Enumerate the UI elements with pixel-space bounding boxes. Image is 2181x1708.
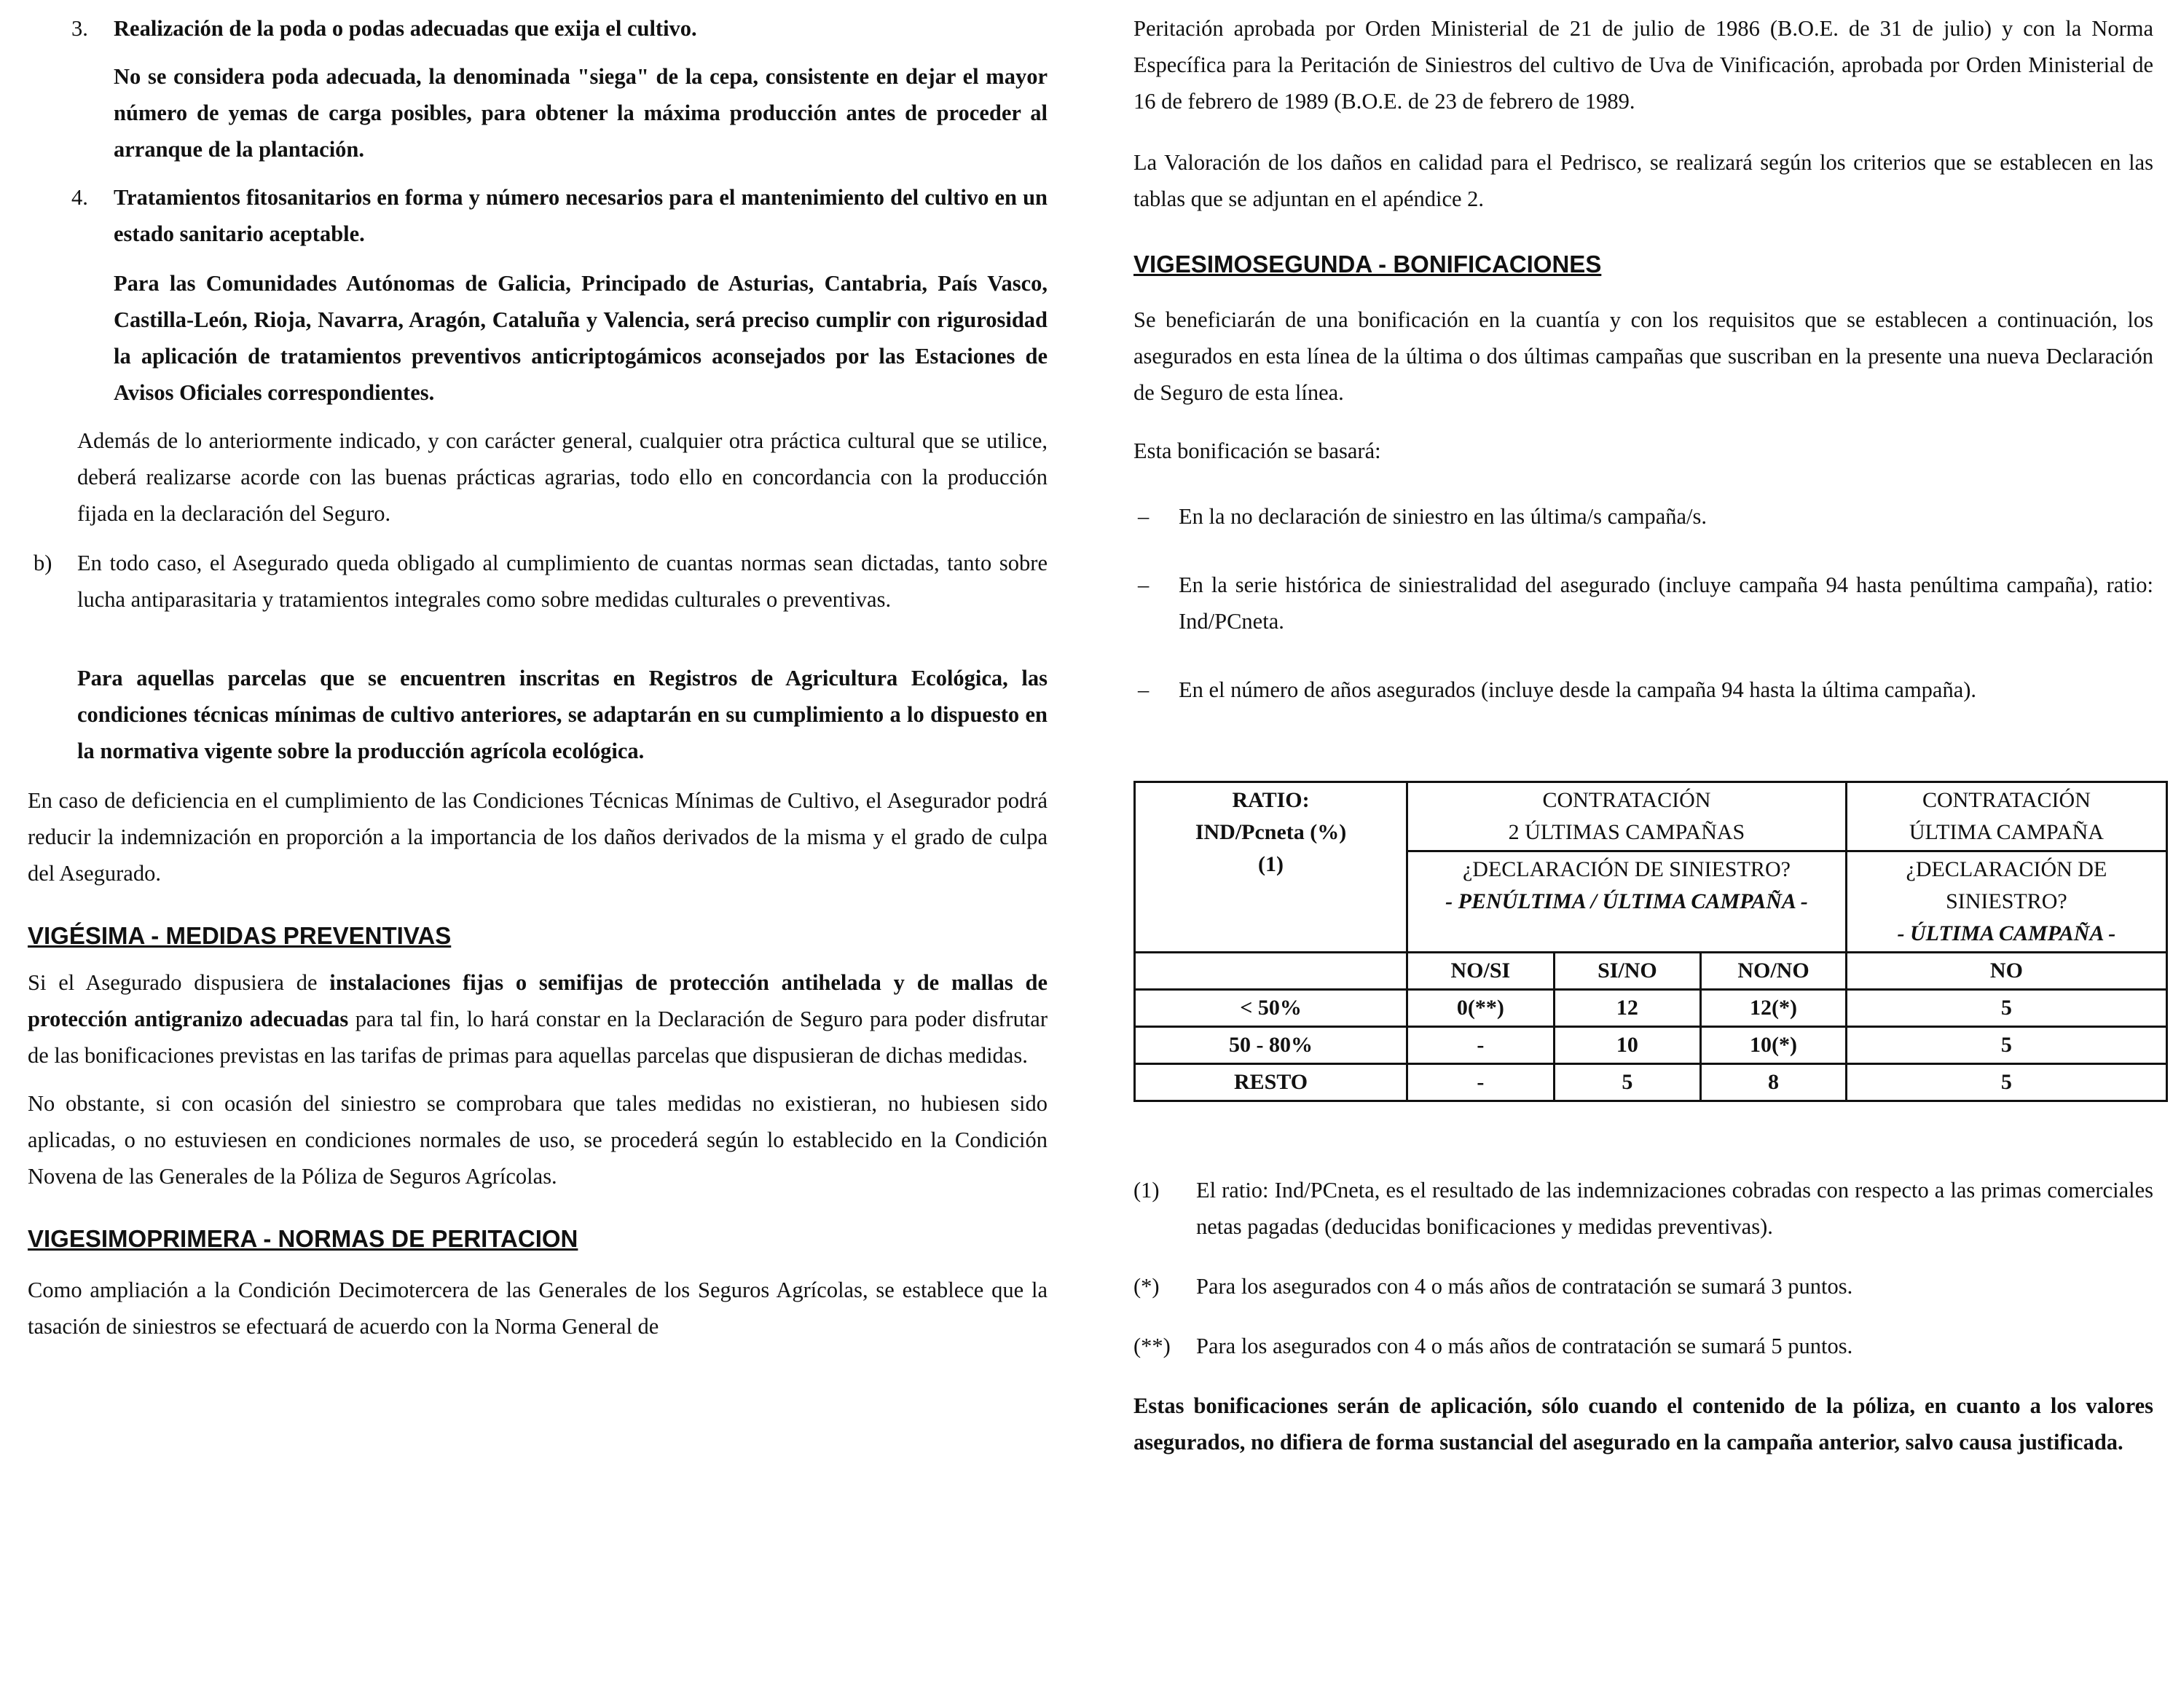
dash-item	[1133, 672, 2153, 708]
declaration-header-last: ¿DECLARACIÓN DE SINIESTRO? - ÚLTIMA CAMPAÑA -	[1846, 851, 2166, 953]
bonification-table	[1133, 781, 2168, 1102]
measures-absence-paragraph: No obstante, si con ocasión del siniestro se comprobara que tales medidas no existieran, no hubiesen sido aplicadas, o no estuviesen en condiciones normales de uso, se procederá según lo establecido en la Condición Novena de las Generales de la Póliza de Seguros Agrícolas.	[28, 1091, 1048, 1189]
list-item-b	[28, 545, 1048, 618]
two-campaigns-header: CONTRATACIÓN 2 ÚLTIMAS CAMPAÑAS	[1407, 782, 1847, 851]
footnote-marker: (1)	[1133, 1178, 1160, 1203]
footnote-marker: (**)	[1133, 1334, 1171, 1358]
bonification-intro-paragraph: Se beneficiarán de una bonificación en la cuantía y con los requisitos que se establecen a continuación, los asegurados en esta línea de la última o dos últimas campañas que suscriban en la presente una nueva Declaración de Seguro de esta línea.	[1133, 307, 2153, 405]
last-campaign-header: CONTRATACIÓN ÚLTIMA CAMPAÑA	[1846, 782, 2166, 851]
closing-paragraph: Estas bonificaciones serán de aplicación, sólo cuando el contenido de la póliza, en cuanto a los valores asegurados, no difiera de forma sustancial del asegurado en la campaña anterior, salvo causa justificada.	[1133, 1393, 2153, 1455]
general-practices-paragraph: Además de lo anteriormente indicado, y con carácter general, cualquier otra práctica cultural que se utilice, deberá realizarse acorde con las buenas prácticas agrarias, todo ello en concordancia con la producción fijada en la declaración del Seguro.	[77, 428, 1048, 526]
list-item-text: Tratamientos fitosanitarios en forma y número necesarios para el mantenimiento del cultivo en un estado sanitario aceptable.	[114, 185, 1048, 246]
dash-marker: –	[1138, 504, 1150, 529]
footnote-text: Para los asegurados con 4 o más años de contratación se sumará 5 puntos.	[1196, 1334, 1853, 1358]
section-heading-vigesimosegunda: VIGESIMOSEGUNDA - BONIFICACIONES	[1133, 251, 1602, 278]
table-row: 50 - 80% - 10 10(*) 5	[1135, 1027, 2167, 1064]
ecological-paragraph: Para aquellas parcelas que se encuentren inscritas en Registros de Agricultura Ecológica, las condiciones técnicas mínimas de cultivo anteriores, se adaptarán en su cumplimiento a lo dispuesto en la normativa vigente sobre la producción agrícola ecológica.	[77, 666, 1048, 763]
dash-item	[1133, 498, 2153, 535]
peritacion-paragraph: Como ampliación a la Condición Decimotercera de las Generales de los Seguros Agrícolas, se establece que la tasación de siniestros se efectuará de acuerdo con la Norma General de	[28, 1278, 1048, 1339]
table-subheader-row: NO/SI SI/NO NO/NO NO	[1135, 953, 2167, 990]
list-item-3	[28, 10, 1048, 47]
footnote-marker: (*)	[1133, 1274, 1160, 1299]
table-row: RESTO - 5 8 5	[1135, 1064, 2167, 1101]
preventive-measures-paragraph: Si el Asegurado dispusiera de instalaciones fijas o semifijas de protección antihelada y de mallas de protección antigranizo adecuadas para tal fin, lo hará constar en la Declaración de Seguro para poder disfrutar de las bonificaciones previstas en las tarifas de primas para aquellas parcelas que dispusieran de dichas medidas.	[28, 970, 1048, 1068]
dash-marker: –	[1138, 677, 1150, 702]
list-item-text: Realización de la poda o podas adecuadas que exija el cultivo.	[114, 16, 697, 41]
pruning-note: No se considera poda adecuada, la denominada "siega" de la cepa, consistente en dejar el mayor número de yemas de carga posibles, para obtener la máxima producción antes de proceder al arranque de la plantación.	[114, 64, 1048, 162]
footnote-2	[1133, 1268, 2153, 1304]
footnote-text: El ratio: Ind/PCneta, es el resultado de las indemnizaciones cobradas con respecto a las primas comerciales netas pagadas (deducidas bonificaciones y medidas preventivas).	[1196, 1178, 2153, 1239]
table-row: < 50% 0(**) 12 12(*) 5	[1135, 990, 2167, 1027]
list-item-4	[28, 179, 1048, 252]
left-column	[28, 10, 1048, 1345]
dash-item-text: En el número de años asegurados (incluye desde la campaña 94 hasta la última campaña).	[1179, 677, 1977, 702]
ratio-header: RATIO: IND/Pcneta (%) (1)	[1135, 782, 1407, 953]
footnote-text: Para los asegurados con 4 o más años de contratación se sumará 3 puntos.	[1196, 1274, 1853, 1299]
dash-item-text: En la serie histórica de siniestralidad del asegurado (incluye campaña 94 hasta penúltima campaña), ratio: Ind/PCneta.	[1179, 572, 2153, 634]
bonification-basis-line: Esta bonificación se basará:	[1133, 438, 1381, 463]
regions-note: Para las Comunidades Autónomas de Galicia, Principado de Asturias, Cantabria, País Vasco, Castilla-León, Rioja, Navarra, Aragón, Cataluña y Valencia, será preciso cumplir con rigurosidad la aplicación de tratamientos preventivos anticriptogámicos aconsejados por las Estaciones de Avisos Oficiales correspondientes.	[114, 271, 1048, 405]
section-heading-vigesima: VIGÉSIMA - MEDIDAS PREVENTIVAS	[28, 922, 452, 949]
deficiency-paragraph: En caso de deficiencia en el cumplimiento de las Condiciones Técnicas Mínimas de Cultivo, el Asegurador podrá reducir la indemnización en proporción a la importancia de los daños derivados de la misma y el grado de culpa del Asegurado.	[28, 788, 1048, 886]
table-header-row	[1135, 782, 2167, 851]
dash-item-text: En la no declaración de siniestro en las última/s campaña/s.	[1179, 504, 1707, 529]
declaration-header-two: ¿DECLARACIÓN DE SINIESTRO? - PENÚLTIMA / ÚLTIMA CAMPAÑA -	[1407, 851, 1847, 953]
peritacion-continued-paragraph: Peritación aprobada por Orden Ministerial de 21 de julio de 1986 (B.O.E. de 31 de julio) y con la Norma Específica para la Peritación de Siniestros del cultivo de Uva de Vinificación, aprobada por Orden Ministerial de 16 de febrero de 1989 (B.O.E. de 23 de febrero de 1989.	[1133, 16, 2153, 114]
list-item-text: En todo caso, el Asegurado queda obligado al cumplimiento de cuantas normas sean dictadas, tanto sobre lucha antiparasitaria y tratamientos integrales como sobre medidas culturales o preventivas.	[77, 551, 1048, 612]
list-marker: 3.	[71, 16, 88, 41]
footnote-1	[1133, 1172, 2153, 1245]
section-heading-vigesimoprimera: VIGESIMOPRIMERA - NORMAS DE PERITACION	[28, 1225, 578, 1252]
dash-item	[1133, 567, 2153, 639]
dash-marker: –	[1138, 572, 1150, 597]
footnote-3	[1133, 1328, 2153, 1364]
valoracion-paragraph: La Valoración de los daños en calidad para el Pedrisco, se realizará según los criterios que se establecen en las tablas que se adjuntan en el apéndice 2.	[1133, 150, 2153, 211]
list-marker: b)	[34, 551, 52, 575]
right-column	[1133, 10, 2153, 1460]
list-marker: 4.	[71, 185, 88, 210]
